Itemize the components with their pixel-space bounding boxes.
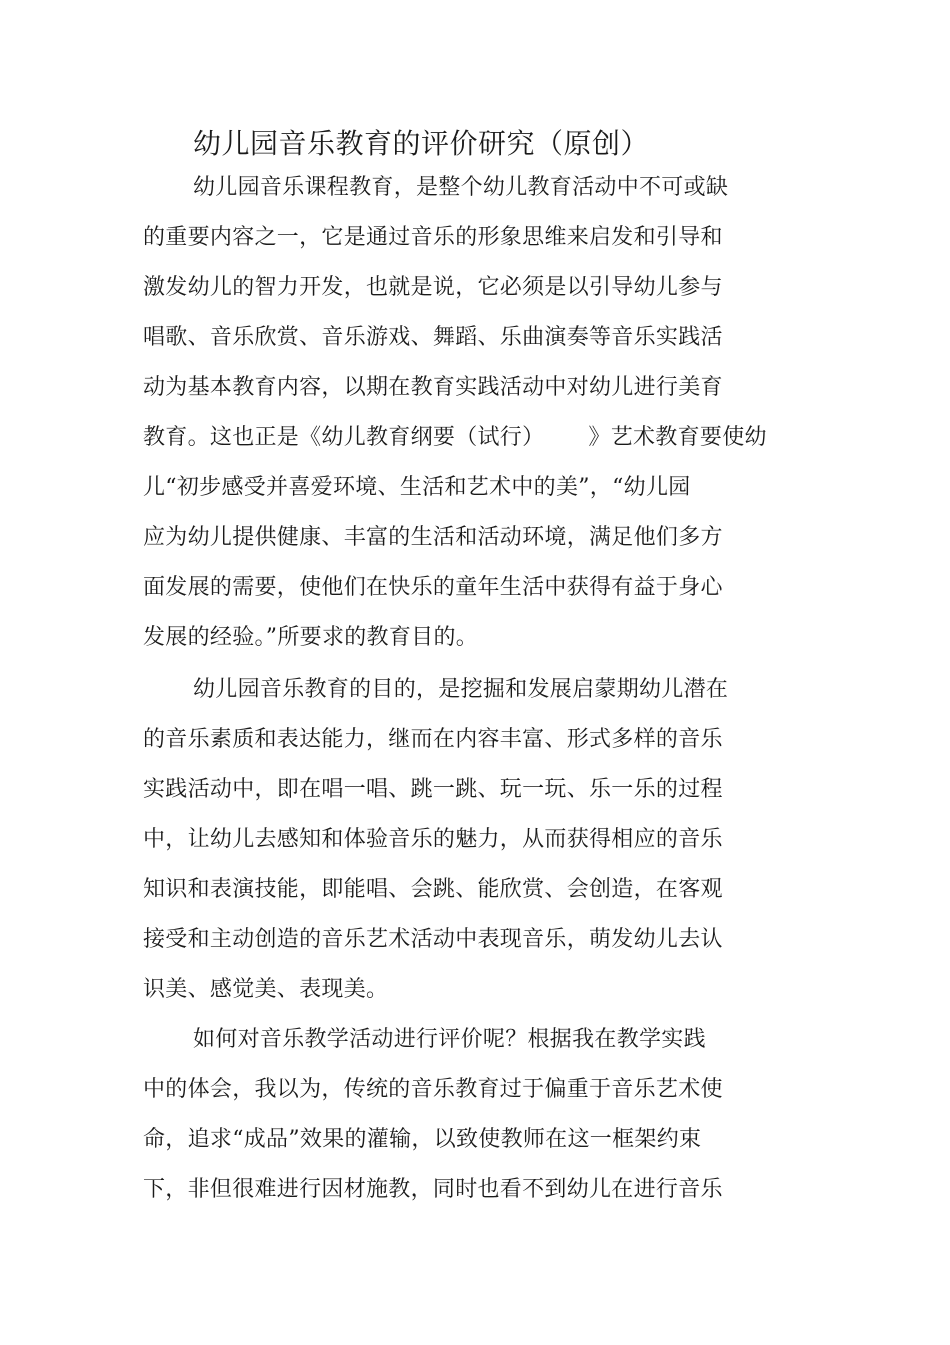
paragraph-line: 如何对音乐教学活动进行评价呢？根据我在教学实践 xyxy=(193,1027,706,1052)
paragraph-3 xyxy=(143,1015,793,1215)
paragraph-2 xyxy=(143,665,793,1015)
paragraph-line: 唱歌、音乐欣赏、音乐游戏、舞蹈、乐曲演奏等音乐实践活 xyxy=(143,325,723,350)
paragraph-line-part: 》艺术教育要使幼 xyxy=(588,425,767,450)
paragraph-line: 儿“初步感受并喜爱环境、生活和艺术中的美”，“幼儿园 xyxy=(143,475,691,500)
paragraph-line: 命，追求“成品”效果的灌输，以致使教师在这一框架约束 xyxy=(143,1127,702,1152)
paragraph-line: 实践活动中，即在唱一唱、跳一跳、玩一玩、乐一乐的过程 xyxy=(143,777,723,802)
paragraph-line: 的音乐素质和表达能力，继而在内容丰富、形式多样的音乐 xyxy=(143,727,723,752)
paragraph-line: 接受和主动创造的音乐艺术活动中表现音乐，萌发幼儿去认 xyxy=(143,927,723,952)
paragraph-line-part: 教育。这也正是《幼儿教育纲要（试行） xyxy=(143,425,545,450)
paragraph-1 xyxy=(143,163,793,663)
paragraph-line: 中，让幼儿去感知和体验音乐的魅力，从而获得相应的音乐 xyxy=(143,827,723,852)
paragraph-line: 幼儿园音乐课程教育，是整个幼儿教育活动中不可或缺 xyxy=(193,175,729,200)
paragraph-line: 激发幼儿的智力开发，也就是说，它必须是以引导幼儿参与 xyxy=(143,275,723,300)
paragraph-line: 应为幼儿提供健康、丰富的生活和活动环境，满足他们多方 xyxy=(143,525,723,550)
document-title: 幼儿园音乐教育的评价研究（原创） xyxy=(193,127,650,160)
paragraph-line: 动为基本教育内容，以期在教育实践活动中对幼儿进行美育 xyxy=(143,375,723,400)
paragraph-line: 面发展的需要，使他们在快乐的童年生活中获得有益于身心 xyxy=(143,575,723,600)
paragraph-line: 的重要内容之一，它是通过音乐的形象思维来启发和引导和 xyxy=(143,225,723,250)
paragraph-line: 发展的经验。”所要求的教育目的。 xyxy=(143,625,479,650)
paragraph-line: 下，非但很难进行因材施教，同时也看不到幼儿在进行音乐 xyxy=(143,1177,723,1202)
paragraph-line-split xyxy=(143,413,793,463)
paragraph-line: 识美、感觉美、表现美。 xyxy=(143,977,389,1002)
paragraph-line: 幼儿园音乐教育的目的，是挖掘和发展启蒙期幼儿潜在 xyxy=(193,677,729,702)
paragraph-line: 知识和表演技能，即能唱、会跳、能欣赏、会创造，在客观 xyxy=(143,877,723,902)
paragraph-line: 中的体会，我以为，传统的音乐教育过于偏重于音乐艺术使 xyxy=(143,1077,723,1102)
